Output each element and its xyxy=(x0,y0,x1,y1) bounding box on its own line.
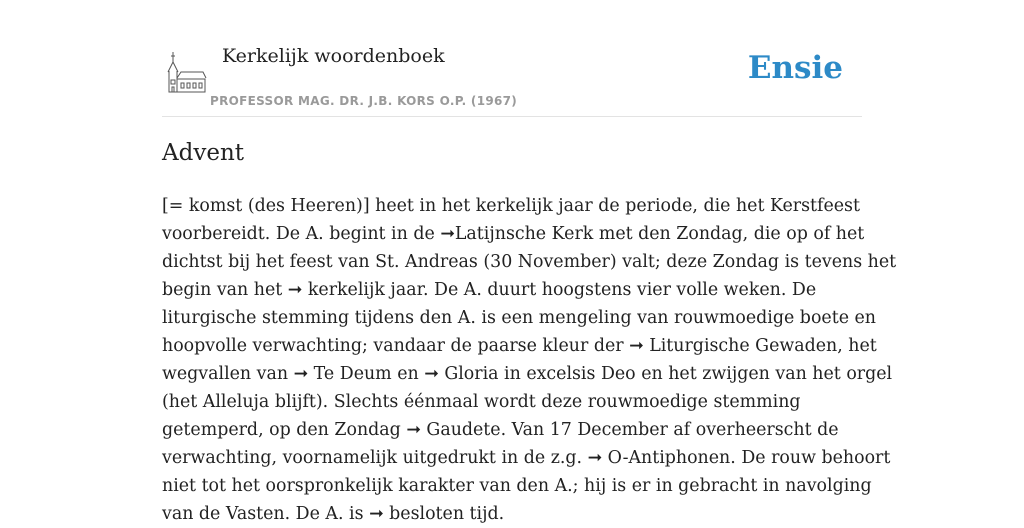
cross-reference-link[interactable]: ➞ Gloria in excelsis Deo xyxy=(424,364,636,384)
page xyxy=(162,0,897,524)
text-segment: . xyxy=(498,504,505,524)
text-segment: wegvallen van xyxy=(162,364,294,384)
entry-text xyxy=(162,192,897,528)
cross-reference-link[interactable]: ➞ kerkelijk jaar xyxy=(287,280,423,300)
cross-reference-link[interactable]: ➞ besloten tijd xyxy=(369,504,499,524)
text-line xyxy=(162,444,891,472)
text-line xyxy=(162,304,882,332)
text-line xyxy=(162,248,897,276)
text-line xyxy=(162,472,882,500)
text-line xyxy=(162,500,882,528)
text-segment: . De rouw behoort xyxy=(730,448,891,468)
text-segment: [= komst (des Heeren)] heet in het kerkelijk jaar de periode, die het Kerstfeest xyxy=(162,196,860,216)
book-title-link[interactable]: Kerkelijk woordenboek xyxy=(222,45,445,67)
cross-reference-link[interactable]: ➞Latijnsche Kerk xyxy=(440,224,594,244)
header xyxy=(162,0,862,117)
text-segment: dichtst bij het feest van St. Andreas (30 November) valt; deze Zondag is tevens het xyxy=(162,252,897,272)
brand-logo-link[interactable]: Ensie xyxy=(747,50,843,86)
cross-reference-link[interactable]: ➞ Liturgische Gewaden xyxy=(629,336,838,356)
cross-reference-link[interactable]: ➞ O-Antiphonen xyxy=(587,448,731,468)
text-segment: liturgische stemming tijdens den A. is een mengeling van rouwmoedige boete en xyxy=(162,308,877,328)
book-author: PROFESSOR MAG. DR. J.B. KORS O.P. (1967) xyxy=(210,94,518,108)
text-segment: . Van 17 December af overheerscht de xyxy=(500,420,839,440)
entry-title: Advent xyxy=(162,140,244,166)
text-segment: van de Vasten. De A. is xyxy=(162,504,370,524)
text-segment: met den Zondag, die op of het xyxy=(593,224,865,244)
text-segment: , het xyxy=(837,336,877,356)
text-segment: en xyxy=(391,364,425,384)
text-segment: niet tot het oorspronkelijk karakter van den A.; hij is er in gebracht in navolging xyxy=(162,476,872,496)
text-line xyxy=(162,416,882,444)
text-line xyxy=(162,220,882,248)
cross-reference-link[interactable]: ➞ Te Deum xyxy=(293,364,392,384)
text-segment: (het Alleluja blijft). Slechts éénmaal wordt deze rouwmoedige stemming xyxy=(162,392,801,412)
church-icon xyxy=(165,50,207,94)
text-segment: . De A. duurt hoogstens vier volle weken. De xyxy=(422,280,817,300)
text-line xyxy=(162,360,893,388)
text-segment: voorbereidt. De A. begint in de xyxy=(162,224,441,244)
text-segment: begin van het xyxy=(162,280,288,300)
text-line xyxy=(162,192,882,220)
text-segment: verwachting, voornamelijk uitgedrukt in de z.g. xyxy=(162,448,588,468)
text-segment: hoopvolle verwachting; vandaar de paarse kleur der xyxy=(162,336,630,356)
text-segment: en het zwijgen van het orgel xyxy=(635,364,893,384)
text-line xyxy=(162,276,882,304)
cross-reference-link[interactable]: ➞ Gaudete xyxy=(406,420,501,440)
text-line xyxy=(162,388,882,416)
text-segment: getemperd, op den Zondag xyxy=(162,420,407,440)
text-line xyxy=(162,332,882,360)
